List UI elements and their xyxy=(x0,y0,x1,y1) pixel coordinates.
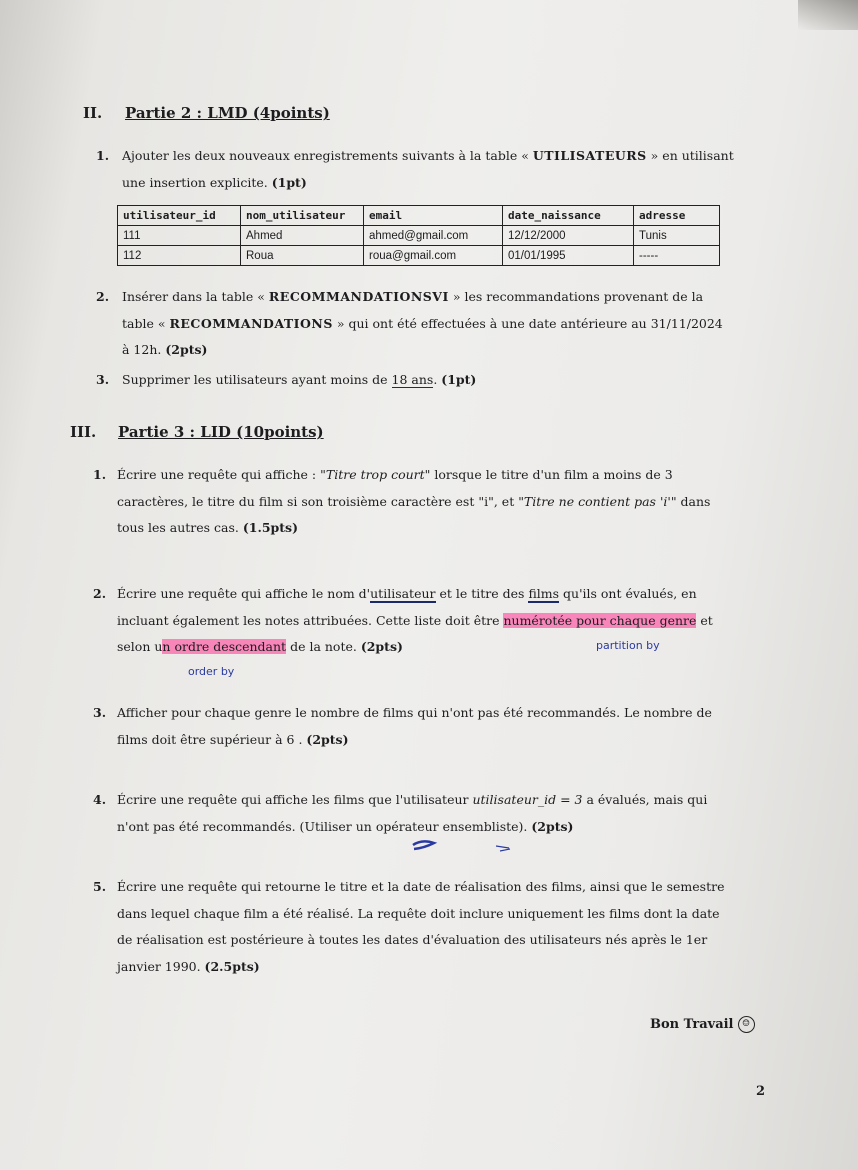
smiley-icon: ☺ xyxy=(738,1016,755,1033)
table-cell: ahmed@gmail.com xyxy=(364,226,503,246)
text: de réalisation est postérieure à toutes les dates d'évaluation des utilisateurs nés après le 1er xyxy=(117,932,708,947)
question-number: 4. xyxy=(93,792,107,807)
pen-scribble-mark xyxy=(410,836,520,856)
part3-title: Partie 3 : LID (10points) xyxy=(118,423,324,441)
question-number: 3. xyxy=(96,372,110,387)
text: janvier 1990. xyxy=(117,958,205,974)
keyword: UTILISATEURS xyxy=(532,148,647,163)
page-fold-shadow xyxy=(798,0,858,30)
part2-heading xyxy=(83,104,483,126)
part3-number: III. xyxy=(70,423,97,441)
part2-number: II. xyxy=(83,104,103,122)
text: » qui ont été effectuées à une date antérieure au 31/11/2024 xyxy=(332,315,723,331)
text: Écrire une requête qui affiche : xyxy=(117,467,321,482)
closing-note xyxy=(650,1016,755,1033)
text: n'ont pas été recommandés. (Utiliser un opérateur ensembliste). xyxy=(117,818,532,834)
highlighted-text: n ordre descendant xyxy=(162,639,287,654)
text: une insertion explicite. xyxy=(122,174,272,190)
question-number: 5. xyxy=(93,879,107,894)
quoted-text: "Titre trop court" xyxy=(320,467,431,482)
points: (2pts) xyxy=(165,342,208,357)
page-number: 2 xyxy=(756,1084,766,1099)
column-header: email xyxy=(364,206,503,226)
question-number: 2. xyxy=(93,586,107,601)
column-header: nom_utilisateur xyxy=(241,206,364,226)
part3-question-5 xyxy=(93,874,783,984)
table-row xyxy=(118,226,720,246)
points: (1pt) xyxy=(271,174,307,190)
table-cell: 01/01/1995 xyxy=(503,246,634,266)
text: selon u xyxy=(117,639,163,654)
column-header: utilisateur_id xyxy=(118,206,241,226)
text: dans lequel chaque film a été réalisé. La requête doit inclure uniquement les films dont la date xyxy=(117,905,720,921)
table-cell: Ahmed xyxy=(241,226,364,246)
table-header-row xyxy=(118,206,720,226)
text: Supprimer les utilisateurs ayant moins de xyxy=(122,372,392,387)
handwritten-note-order: order by xyxy=(188,665,235,678)
text: incluant également les notes attribuées. Cette liste doit être xyxy=(117,612,504,628)
text: tous les autres cas. xyxy=(117,520,243,535)
question-number: 1. xyxy=(93,467,107,482)
closing-text: Bon Travail xyxy=(650,1017,734,1032)
text: table « xyxy=(122,315,170,331)
part2-title: Partie 2 : LMD (4points) xyxy=(125,104,330,122)
text: Ajouter les deux nouveaux enregistrements suivants à la table « xyxy=(122,148,533,163)
handwritten-note-partition: partition by xyxy=(596,639,660,652)
text: Écrire une requête qui affiche les films que l'utilisateur xyxy=(117,792,473,807)
column-header: date_naissance xyxy=(503,206,634,226)
table-cell: Roua xyxy=(241,246,364,266)
underlined-text: 18 ans xyxy=(391,372,434,387)
table-cell: 111 xyxy=(118,226,241,246)
part3-question-1 xyxy=(93,462,783,546)
text: lorsque le titre d'un film a moins de 3 xyxy=(430,467,673,482)
text: films doit être supérieur à 6 . xyxy=(117,731,307,747)
text: Insérer dans la table « xyxy=(122,289,269,304)
text: » en utilisant xyxy=(646,148,734,163)
points: (2.5pts) xyxy=(204,958,260,974)
underlined-text: utilisateur xyxy=(370,586,436,601)
text: a évalués, mais qui xyxy=(582,792,708,807)
highlighted-text: numérotée pour chaque genre xyxy=(503,612,697,628)
keyword: RECOMMANDATIONS xyxy=(169,315,333,331)
text: Afficher pour chaque genre le nombre de films qui n'ont pas été recommandés. Le nombre de xyxy=(117,705,712,720)
text: . xyxy=(433,372,442,387)
text: et le titre des xyxy=(435,586,529,601)
table-cell: 112 xyxy=(118,246,241,266)
table-cell: roua@gmail.com xyxy=(364,246,503,266)
text: de la note. xyxy=(286,639,361,654)
table-cell: ----- xyxy=(634,246,720,266)
part2-question-3 xyxy=(96,367,776,397)
points: (1pt) xyxy=(441,372,477,387)
text: Écrire une requête qui retourne le titre et la date de réalisation des films, ainsi que le semestre xyxy=(117,879,725,894)
points: (2pts) xyxy=(306,731,349,747)
text: à 12h. xyxy=(122,342,166,357)
points: (2pts) xyxy=(531,818,574,834)
points: (1.5pts) xyxy=(242,520,299,535)
users-table xyxy=(117,205,720,266)
underlined-text: films xyxy=(528,586,560,601)
text: dans xyxy=(676,493,711,509)
table-row xyxy=(118,246,720,266)
italic-text: utilisateur_id = 3 xyxy=(472,792,583,807)
part2-question-2 xyxy=(96,284,776,366)
part3-question-3 xyxy=(93,700,783,756)
text: caractères, le titre du film si son troisième caractère est "i", et xyxy=(117,493,519,509)
part3-question-4 xyxy=(93,787,783,843)
table-cell: 12/12/2000 xyxy=(503,226,634,246)
text: Écrire une requête qui affiche le nom d' xyxy=(117,586,371,601)
part2-question-1 xyxy=(96,143,776,198)
table-cell: Tunis xyxy=(634,226,720,246)
column-header: adresse xyxy=(634,206,720,226)
part3-heading xyxy=(70,423,470,445)
question-number: 3. xyxy=(93,705,107,720)
quoted-text: "Titre ne contient pas 'i'" xyxy=(518,493,677,509)
question-number: 2. xyxy=(96,289,110,304)
text: » les recommandations provenant de la xyxy=(448,289,704,304)
keyword: RECOMMANDATIONSVI xyxy=(268,289,449,304)
question-number: 1. xyxy=(96,148,110,163)
points: (2pts) xyxy=(360,639,403,654)
part3-question-2 xyxy=(93,581,783,665)
text: et xyxy=(696,612,713,628)
text: qu'ils ont évalués, en xyxy=(559,586,697,601)
